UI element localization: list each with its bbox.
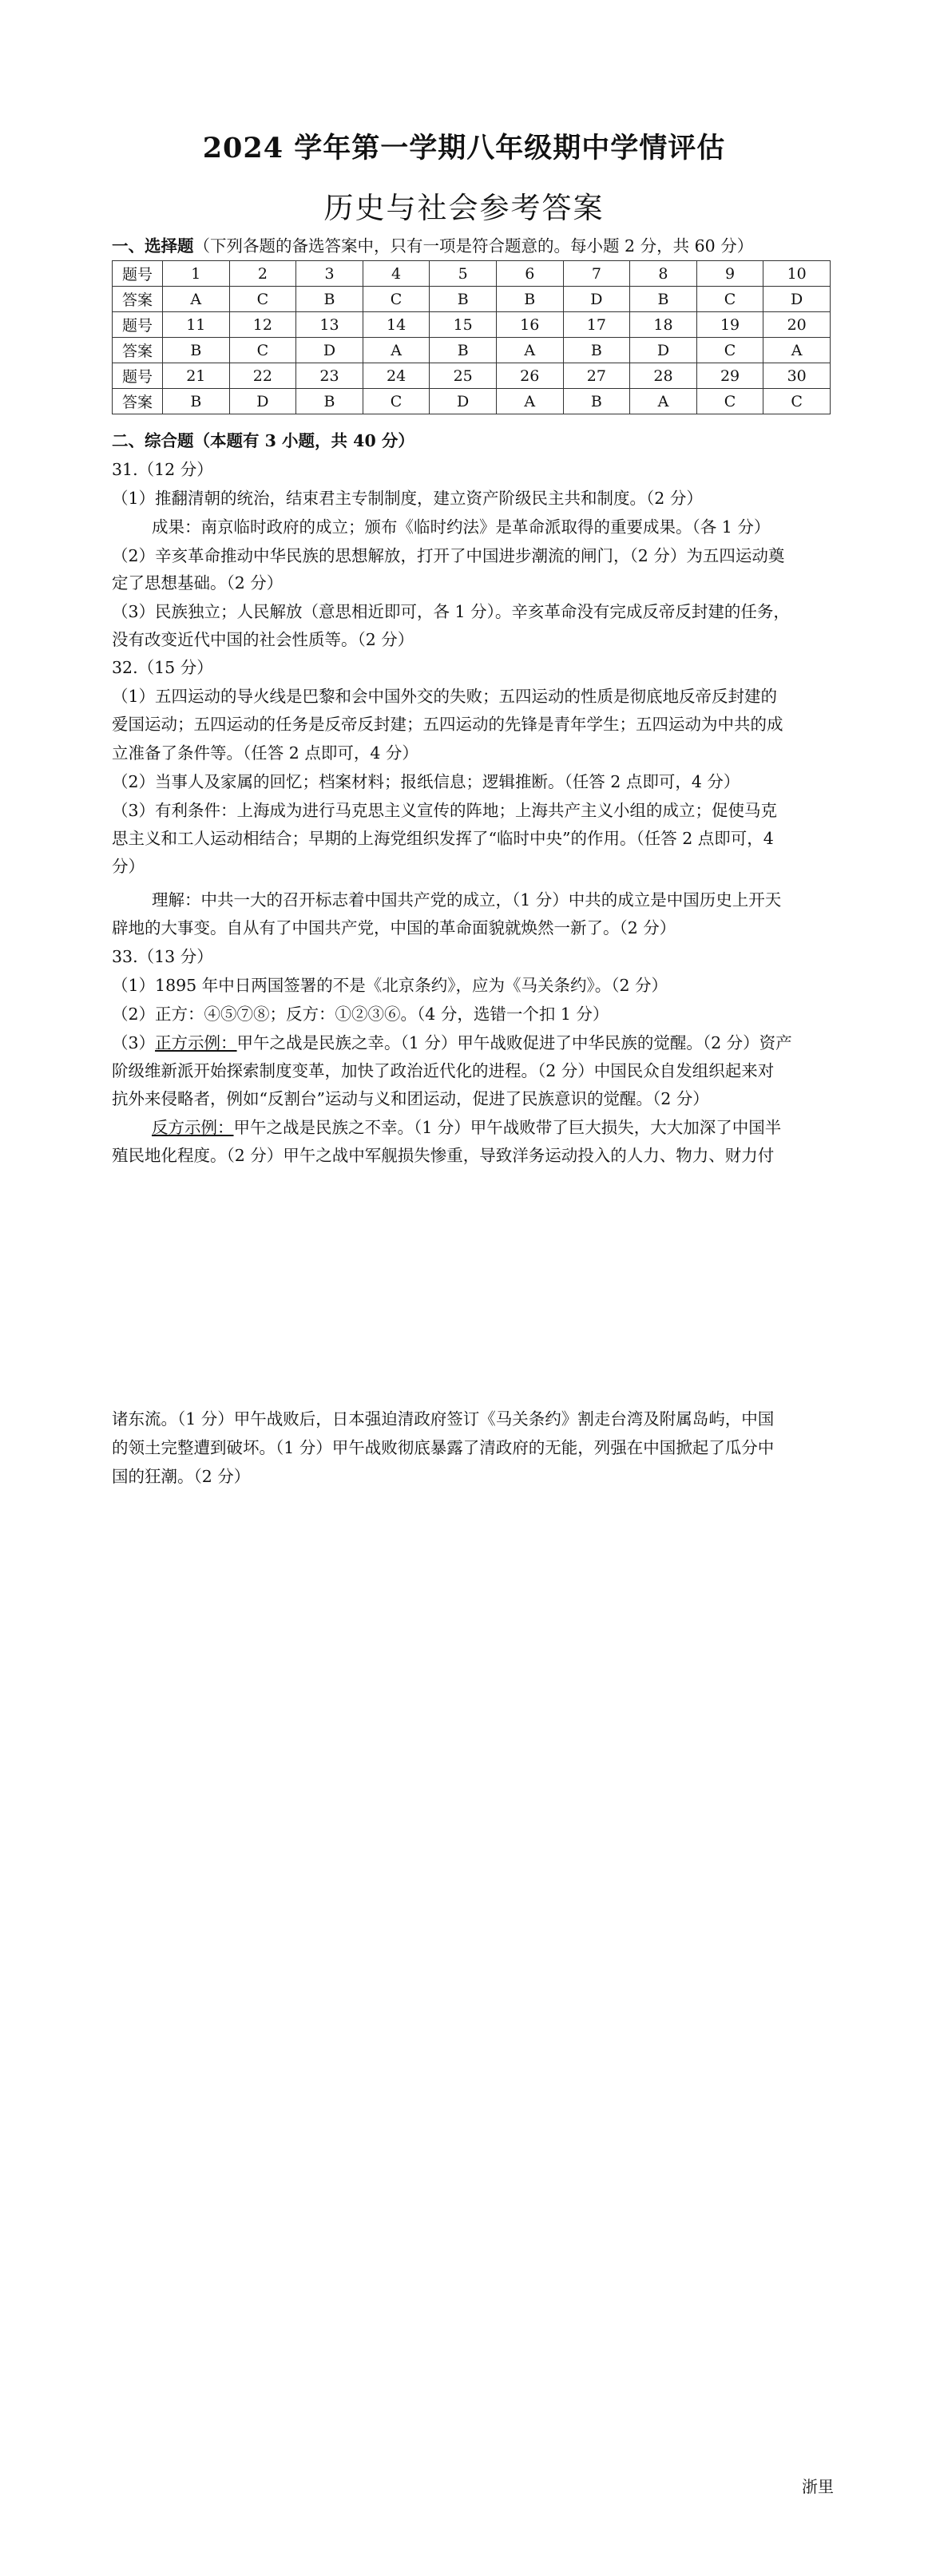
q31-part3-line2: 没有改变近代中国的社会性质等。（2 分） bbox=[112, 630, 414, 649]
question-number-cell: 4 bbox=[363, 261, 430, 287]
row-label: 答案 bbox=[113, 287, 163, 312]
q33-part2: （2）正方：④⑤⑦⑧；反方：①②③⑥。（4 分，选错一个扣 1 分） bbox=[112, 1005, 609, 1024]
row-label: 题号 bbox=[113, 363, 163, 389]
answer-cell: C bbox=[363, 389, 430, 414]
pro-example-label: 正方示例： bbox=[155, 1033, 237, 1052]
row-label: 答案 bbox=[113, 338, 163, 363]
q32-part2: （2）当事人及家属的回忆；档案材料；报纸信息；逻辑推断。（任答 2 点即可，4 分） bbox=[112, 772, 740, 791]
answer-cell: D bbox=[296, 338, 363, 363]
section-1-heading: 一、选择题 bbox=[112, 236, 194, 256]
question-row bbox=[113, 363, 831, 389]
answer-cell: B bbox=[430, 287, 497, 312]
q33-part3-line2: 阶级维新派开始探索制度变革，加快了政治近代化的进程。（2 分）中国民众自发组织起来对 bbox=[112, 1061, 775, 1080]
answer-cell: B bbox=[430, 338, 497, 363]
question-number-cell: 25 bbox=[430, 363, 497, 389]
section-2-heading: 二、综合题（本题有 3 小题，共 40 分） bbox=[112, 431, 414, 450]
question-number-cell: 15 bbox=[430, 312, 497, 338]
question-number-cell: 27 bbox=[563, 363, 630, 389]
q32-understanding-line2: 辟地的大事变。自从有了中国共产党，中国的革命面貌就焕然一新了。（2 分） bbox=[112, 918, 676, 937]
section-1-note: （下列各题的备选答案中，只有一项是符合题意的。每小题 2 分，共 60 分） bbox=[193, 236, 754, 256]
q32-part3-line3: 分） bbox=[112, 857, 145, 876]
answer-cell: C bbox=[763, 389, 831, 414]
q33-part1: （1）1895 年中日两国签署的不是《北京条约》，应为《马关条约》。（2 分） bbox=[112, 976, 668, 995]
answer-cell: D bbox=[763, 287, 831, 312]
answer-cell: B bbox=[563, 389, 630, 414]
q33-con-line4: 的领土完整遭到破坏。（1 分）甲午战败彻底暴露了清政府的无能，列强在中国掀起了瓜分中 bbox=[112, 1438, 775, 1457]
q32-part1-line1: （1）五四运动的导火线是巴黎和会中国外交的失败；五四运动的性质是彻底地反帝反封建的 bbox=[112, 687, 778, 706]
question-number-cell: 30 bbox=[763, 363, 831, 389]
q32-understanding-line1: 理解：中共一大的召开标志着中国共产党的成立，（1 分）中共的成立是中国历史上开天 bbox=[152, 890, 782, 910]
question-number-cell: 12 bbox=[229, 312, 296, 338]
question-number-cell: 26 bbox=[496, 363, 563, 389]
answer-cell: B bbox=[563, 338, 630, 363]
answer-cell: B bbox=[630, 287, 697, 312]
q31-part2-line2: 定了思想基础。（2 分） bbox=[112, 573, 284, 592]
question-number-cell: 5 bbox=[430, 261, 497, 287]
page-title: 2024 学年第一学期八年级期中学情评估 bbox=[202, 132, 726, 164]
question-number-cell: 17 bbox=[563, 312, 630, 338]
answer-cell: C bbox=[229, 338, 296, 363]
question-number-cell: 16 bbox=[496, 312, 563, 338]
q33-part3-text: 甲午之战是民族之幸。（1 分）甲午战败促进了中华民族的觉醒。（2 分）资产 bbox=[236, 1033, 792, 1052]
question-number-cell: 6 bbox=[496, 261, 563, 287]
answer-cell: C bbox=[229, 287, 296, 312]
con-example-label: 反方示例： bbox=[152, 1118, 234, 1137]
page-footer: 浙里 bbox=[802, 2477, 834, 2496]
q32-part3-line2: 思主义和工人运动相结合；早期的上海党组织发挥了“临时中央”的作用。（任答 2 点即可，4 bbox=[112, 829, 774, 848]
question-number-cell: 21 bbox=[163, 363, 230, 389]
row-label: 答案 bbox=[113, 389, 163, 414]
answer-cell: B bbox=[296, 287, 363, 312]
question-number-cell: 7 bbox=[563, 261, 630, 287]
answer-row bbox=[113, 338, 831, 363]
question-row bbox=[113, 261, 831, 287]
question-number-cell: 22 bbox=[229, 363, 296, 389]
q33-part3-prefix: （3） bbox=[112, 1033, 156, 1052]
question-number-cell: 18 bbox=[630, 312, 697, 338]
answer-cell: C bbox=[696, 338, 763, 363]
q33-con-line5: 国的狂潮。（2 分） bbox=[112, 1467, 251, 1486]
question-row bbox=[113, 312, 831, 338]
answer-cell: D bbox=[630, 338, 697, 363]
q32-part3-line1: （3）有利条件：上海成为进行马克思主义宣传的阵地；上海共产主义小组的成立；促使马克 bbox=[112, 801, 778, 820]
question-number-cell: 13 bbox=[296, 312, 363, 338]
answer-cell: C bbox=[696, 287, 763, 312]
question-number-cell: 1 bbox=[163, 261, 230, 287]
q32-heading: 32.（15 分） bbox=[112, 658, 213, 677]
page-subtitle: 历史与社会参考答案 bbox=[323, 191, 605, 225]
answer-row bbox=[113, 287, 831, 312]
answer-table bbox=[112, 260, 831, 414]
q33-part3-line1 bbox=[112, 1032, 831, 1054]
question-number-cell: 3 bbox=[296, 261, 363, 287]
question-number-cell: 2 bbox=[229, 261, 296, 287]
question-number-cell: 11 bbox=[163, 312, 230, 338]
q33-con-line1 bbox=[152, 1116, 870, 1139]
answer-cell: A bbox=[496, 389, 563, 414]
answer-cell: B bbox=[496, 287, 563, 312]
answer-cell: C bbox=[363, 287, 430, 312]
row-label: 题号 bbox=[113, 261, 163, 287]
q31-part1: （1）推翻清朝的统治，结束君主专制制度，建立资产阶级民主共和制度。（2 分） bbox=[112, 489, 703, 508]
question-number-cell: 10 bbox=[763, 261, 831, 287]
q33-heading: 33.（13 分） bbox=[112, 947, 213, 966]
answer-cell: A bbox=[163, 287, 230, 312]
question-number-cell: 14 bbox=[363, 312, 430, 338]
answer-cell: B bbox=[163, 389, 230, 414]
answer-row bbox=[113, 389, 831, 414]
row-label: 题号 bbox=[113, 312, 163, 338]
answer-cell: C bbox=[696, 389, 763, 414]
question-number-cell: 8 bbox=[630, 261, 697, 287]
question-number-cell: 29 bbox=[696, 363, 763, 389]
q33-con-line2: 殖民地化程度。（2 分）甲午之战中军舰损失惨重，导致洋务运动投入的人力、物力、财力付 bbox=[112, 1146, 775, 1165]
question-number-cell: 23 bbox=[296, 363, 363, 389]
question-number-cell: 20 bbox=[763, 312, 831, 338]
q33-part3-line3: 抗外来侵略者，例如“反割台”运动与义和团运动，促进了民族意识的觉醒。（2 分） bbox=[112, 1089, 709, 1108]
answer-cell: A bbox=[496, 338, 563, 363]
question-number-cell: 19 bbox=[696, 312, 763, 338]
answer-cell: A bbox=[630, 389, 697, 414]
q32-part1-line2: 爱国运动；五四运动的任务是反帝反封建；五四运动的先锋是青年学生；五四运动为中共的成 bbox=[112, 715, 783, 734]
q33-con-text: 甲午之战是民族之不幸。（1 分）甲午战败带了巨大损失，大大加深了中国半 bbox=[233, 1118, 782, 1137]
q31-part3-line1: （3）民族独立；人民解放（意思相近即可，各 1 分）。辛亥革命没有完成反帝反封建的任务， bbox=[112, 602, 790, 621]
question-number-cell: 24 bbox=[363, 363, 430, 389]
q31-part1-result: 成果：南京临时政府的成立；颁布《临时约法》是革命派取得的重要成果。（各 1 分） bbox=[152, 517, 771, 537]
q31-heading: 31.（12 分） bbox=[112, 460, 213, 479]
section-1-header bbox=[112, 235, 831, 257]
q31-part2-line1: （2）辛亥革命推动中华民族的思想解放，打开了中国进步潮流的闸门，（2 分）为五四运动奠 bbox=[112, 546, 785, 565]
question-number-cell: 28 bbox=[630, 363, 697, 389]
answer-cell: B bbox=[163, 338, 230, 363]
q33-con-line3: 诸东流。（1 分）甲午战败后，日本强迫清政府签订《马关条约》割走台湾及附属岛屿，中国 bbox=[112, 1409, 775, 1429]
question-number-cell: 9 bbox=[696, 261, 763, 287]
q32-part1-line3: 立准备了条件等。（任答 2 点即可，4 分） bbox=[112, 743, 418, 763]
answer-cell: A bbox=[763, 338, 831, 363]
answer-cell: D bbox=[430, 389, 497, 414]
answer-cell: A bbox=[363, 338, 430, 363]
answer-cell: D bbox=[563, 287, 630, 312]
answer-cell: B bbox=[296, 389, 363, 414]
answer-cell: D bbox=[229, 389, 296, 414]
